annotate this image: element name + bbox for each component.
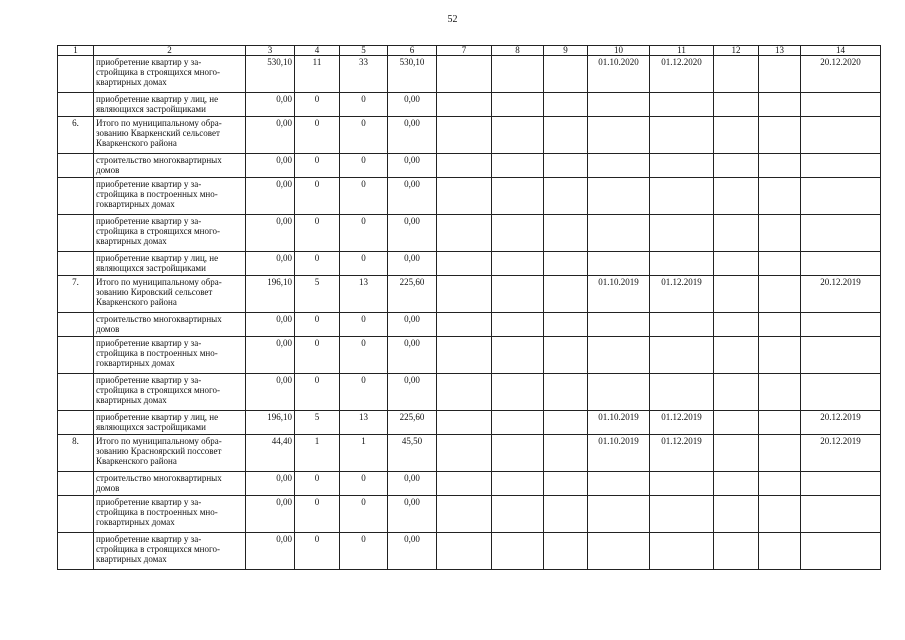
col13-cell (759, 411, 801, 435)
col5-cell: 0 (340, 374, 388, 411)
col11-cell: 01.12.2019 (650, 276, 714, 313)
header-cell: 11 (650, 46, 714, 56)
col8-cell (492, 178, 544, 215)
col11-cell (650, 252, 714, 276)
col12-cell (714, 215, 759, 252)
col8-cell (492, 472, 544, 496)
header-cell: 14 (801, 46, 881, 56)
col14-cell (801, 533, 881, 570)
row-number-cell: 8. (58, 435, 94, 472)
col8-cell (492, 93, 544, 117)
table-row (58, 276, 881, 313)
description-cell: Итого по муниципальному обра- зованию Кваркенский сельсовет Кваркенского района (94, 117, 246, 154)
header-cell: 9 (544, 46, 588, 56)
description-cell: приобретение квартир у лиц, не являющихся застройщиками (94, 252, 246, 276)
col7-cell (437, 435, 492, 472)
col11-cell (650, 117, 714, 154)
col9-cell (544, 533, 588, 570)
col5-cell: 0 (340, 178, 388, 215)
col10-cell (588, 93, 650, 117)
col3-cell: 0,00 (246, 374, 295, 411)
col9-cell (544, 374, 588, 411)
col9-cell (544, 215, 588, 252)
col7-cell (437, 56, 492, 93)
col7-cell (437, 117, 492, 154)
col5-cell: 0 (340, 117, 388, 154)
col9-cell (544, 117, 588, 154)
col14-cell (801, 252, 881, 276)
col14-cell (801, 154, 881, 178)
header-cell: 12 (714, 46, 759, 56)
col11-cell (650, 496, 714, 533)
row-number-cell (58, 313, 94, 337)
col6-cell: 530,10 (388, 56, 437, 93)
col6-cell: 225,60 (388, 276, 437, 313)
col13-cell (759, 533, 801, 570)
col4-cell: 0 (295, 117, 340, 154)
col12-cell (714, 252, 759, 276)
col11-cell: 01.12.2020 (650, 56, 714, 93)
col13-cell (759, 374, 801, 411)
col3-cell: 0,00 (246, 117, 295, 154)
row-number-cell (58, 215, 94, 252)
col10-cell (588, 472, 650, 496)
col12-cell (714, 276, 759, 313)
col14-cell (801, 117, 881, 154)
col10-cell (588, 117, 650, 154)
col4-cell: 0 (295, 374, 340, 411)
col12-cell (714, 154, 759, 178)
col10-cell (588, 252, 650, 276)
col7-cell (437, 411, 492, 435)
col7-cell (437, 337, 492, 374)
col14-cell (801, 178, 881, 215)
description-cell: строительство многоквартирных домов (94, 154, 246, 178)
col11-cell (650, 215, 714, 252)
col7-cell (437, 374, 492, 411)
col10-cell (588, 178, 650, 215)
row-number-cell (58, 178, 94, 215)
col4-cell: 0 (295, 93, 340, 117)
col10-cell: 01.10.2019 (588, 411, 650, 435)
col8-cell (492, 252, 544, 276)
row-number-cell (58, 533, 94, 570)
col4-cell: 0 (295, 154, 340, 178)
col14-cell: 20.12.2019 (801, 435, 881, 472)
col11-cell (650, 533, 714, 570)
col11-cell (650, 472, 714, 496)
col4-cell: 0 (295, 313, 340, 337)
description-cell: приобретение квартир у за- стройщика в построенных мно- гоквартирных домах (94, 337, 246, 374)
description-cell: приобретение квартир у лиц, не являющихся застройщиками (94, 93, 246, 117)
col13-cell (759, 472, 801, 496)
col3-cell: 0,00 (246, 178, 295, 215)
description-cell: приобретение квартир у за- стройщика в построенных мно- гоквартирных домах (94, 178, 246, 215)
row-number-cell (58, 252, 94, 276)
header-cell: 4 (295, 46, 340, 56)
table-row (58, 435, 881, 472)
col4-cell: 5 (295, 276, 340, 313)
row-number-cell (58, 411, 94, 435)
col10-cell (588, 313, 650, 337)
col8-cell (492, 374, 544, 411)
col9-cell (544, 93, 588, 117)
col3-cell: 0,00 (246, 252, 295, 276)
col3-cell: 44,40 (246, 435, 295, 472)
col10-cell (588, 496, 650, 533)
col13-cell (759, 435, 801, 472)
col7-cell (437, 313, 492, 337)
col10-cell (588, 215, 650, 252)
col11-cell (650, 374, 714, 411)
row-number-cell (58, 472, 94, 496)
description-cell: Итого по муниципальному обра- зованию Кировский сельсовет Кваркенского района (94, 276, 246, 313)
col7-cell (437, 154, 492, 178)
row-number-cell (58, 496, 94, 533)
col3-cell: 530,10 (246, 56, 295, 93)
col8-cell (492, 56, 544, 93)
table-row (58, 533, 881, 570)
row-number-cell: 7. (58, 276, 94, 313)
col6-cell: 0,00 (388, 215, 437, 252)
col11-cell (650, 154, 714, 178)
header-cell: 13 (759, 46, 801, 56)
table-row (58, 411, 881, 435)
col4-cell: 11 (295, 56, 340, 93)
table-row (58, 56, 881, 93)
col12-cell (714, 93, 759, 117)
col5-cell: 0 (340, 533, 388, 570)
col5-cell: 13 (340, 411, 388, 435)
col7-cell (437, 178, 492, 215)
col3-cell: 0,00 (246, 496, 295, 533)
col12-cell (714, 533, 759, 570)
description-cell: строительство многоквартирных домов (94, 472, 246, 496)
col7-cell (437, 215, 492, 252)
col8-cell (492, 435, 544, 472)
col4-cell: 0 (295, 178, 340, 215)
col4-cell: 0 (295, 252, 340, 276)
table-row (58, 313, 881, 337)
col5-cell: 0 (340, 313, 388, 337)
row-number-cell (58, 56, 94, 93)
col9-cell (544, 252, 588, 276)
col7-cell (437, 496, 492, 533)
col9-cell (544, 496, 588, 533)
col4-cell: 1 (295, 435, 340, 472)
col9-cell (544, 154, 588, 178)
table-row (58, 154, 881, 178)
header-cell: 6 (388, 46, 437, 56)
col3-cell: 0,00 (246, 533, 295, 570)
col9-cell (544, 313, 588, 337)
col11-cell: 01.12.2019 (650, 411, 714, 435)
page-number: 52 (447, 14, 458, 25)
col8-cell (492, 276, 544, 313)
header-cell: 10 (588, 46, 650, 56)
col12-cell (714, 472, 759, 496)
col9-cell (544, 276, 588, 313)
col12-cell (714, 313, 759, 337)
col3-cell: 0,00 (246, 93, 295, 117)
col9-cell (544, 411, 588, 435)
col13-cell (759, 337, 801, 374)
col13-cell (759, 56, 801, 93)
col8-cell (492, 215, 544, 252)
col4-cell: 0 (295, 496, 340, 533)
col13-cell (759, 313, 801, 337)
col12-cell (714, 374, 759, 411)
table-body (58, 46, 881, 570)
col8-cell (492, 154, 544, 178)
table-row (58, 117, 881, 154)
col4-cell: 0 (295, 215, 340, 252)
col10-cell (588, 154, 650, 178)
col6-cell: 0,00 (388, 178, 437, 215)
col5-cell: 1 (340, 435, 388, 472)
col14-cell: 20.12.2020 (801, 56, 881, 93)
col5-cell: 0 (340, 252, 388, 276)
col7-cell (437, 93, 492, 117)
col13-cell (759, 178, 801, 215)
col5-cell: 0 (340, 154, 388, 178)
header-cell: 7 (437, 46, 492, 56)
col9-cell (544, 472, 588, 496)
table-row (58, 374, 881, 411)
col4-cell: 5 (295, 411, 340, 435)
col6-cell: 0,00 (388, 472, 437, 496)
col14-cell (801, 337, 881, 374)
col14-cell (801, 93, 881, 117)
col11-cell (650, 337, 714, 374)
col11-cell: 01.12.2019 (650, 435, 714, 472)
col13-cell (759, 496, 801, 533)
col9-cell (544, 337, 588, 374)
description-cell: приобретение квартир у за- стройщика в строящихся много- квартирных домах (94, 374, 246, 411)
table-row (58, 252, 881, 276)
col8-cell (492, 496, 544, 533)
col5-cell: 33 (340, 56, 388, 93)
col4-cell: 0 (295, 533, 340, 570)
col13-cell (759, 117, 801, 154)
col6-cell: 0,00 (388, 337, 437, 374)
table-row (58, 93, 881, 117)
col8-cell (492, 533, 544, 570)
description-cell: приобретение квартир у за- стройщика в строящихся много- квартирных домах (94, 215, 246, 252)
col3-cell: 0,00 (246, 154, 295, 178)
description-cell: строительство многоквартирных домов (94, 313, 246, 337)
col14-cell (801, 313, 881, 337)
row-number-cell (58, 93, 94, 117)
header-cell: 3 (246, 46, 295, 56)
col6-cell: 0,00 (388, 533, 437, 570)
col4-cell: 0 (295, 472, 340, 496)
col12-cell (714, 117, 759, 154)
col3-cell: 0,00 (246, 215, 295, 252)
description-cell: приобретение квартир у за- стройщика в строящихся много- квартирных домах (94, 533, 246, 570)
row-number-cell (58, 337, 94, 374)
col6-cell: 45,50 (388, 435, 437, 472)
col14-cell: 20.12.2019 (801, 276, 881, 313)
col13-cell (759, 276, 801, 313)
col9-cell (544, 435, 588, 472)
description-cell: приобретение квартир у за- стройщика в построенных мно- гоквартирных домах (94, 496, 246, 533)
table-row (58, 472, 881, 496)
col6-cell: 0,00 (388, 496, 437, 533)
col3-cell: 0,00 (246, 313, 295, 337)
col10-cell (588, 533, 650, 570)
col6-cell: 0,00 (388, 117, 437, 154)
col9-cell (544, 56, 588, 93)
col10-cell: 01.10.2019 (588, 276, 650, 313)
col6-cell: 0,00 (388, 313, 437, 337)
header-cell: 2 (94, 46, 246, 56)
header-cell: 5 (340, 46, 388, 56)
col5-cell: 0 (340, 337, 388, 374)
col3-cell: 0,00 (246, 337, 295, 374)
table-row (58, 496, 881, 533)
col13-cell (759, 154, 801, 178)
col4-cell: 0 (295, 337, 340, 374)
table-row (58, 178, 881, 215)
row-number-cell (58, 374, 94, 411)
col10-cell: 01.10.2019 (588, 435, 650, 472)
col11-cell (650, 313, 714, 337)
table-row (58, 215, 881, 252)
col12-cell (714, 496, 759, 533)
col3-cell: 0,00 (246, 472, 295, 496)
col12-cell (714, 411, 759, 435)
col6-cell: 0,00 (388, 374, 437, 411)
description-cell: Итого по муниципальному обра- зованию Красноярский поссовет Кваркенского района (94, 435, 246, 472)
col5-cell: 0 (340, 93, 388, 117)
col10-cell: 01.10.2020 (588, 56, 650, 93)
col10-cell (588, 337, 650, 374)
col13-cell (759, 215, 801, 252)
col8-cell (492, 337, 544, 374)
col8-cell (492, 117, 544, 154)
col11-cell (650, 93, 714, 117)
col14-cell (801, 496, 881, 533)
col14-cell (801, 472, 881, 496)
col10-cell (588, 374, 650, 411)
col13-cell (759, 252, 801, 276)
col14-cell (801, 374, 881, 411)
col12-cell (714, 435, 759, 472)
header-cell: 1 (58, 46, 94, 56)
col6-cell: 225,60 (388, 411, 437, 435)
col8-cell (492, 313, 544, 337)
col5-cell: 0 (340, 496, 388, 533)
col11-cell (650, 178, 714, 215)
col7-cell (437, 252, 492, 276)
col5-cell: 0 (340, 215, 388, 252)
description-cell: приобретение квартир у лиц, не являющихся застройщиками (94, 411, 246, 435)
col3-cell: 196,10 (246, 276, 295, 313)
col7-cell (437, 533, 492, 570)
col13-cell (759, 93, 801, 117)
data-table (57, 45, 881, 570)
row-number-cell (58, 154, 94, 178)
col5-cell: 13 (340, 276, 388, 313)
row-number-cell: 6. (58, 117, 94, 154)
header-cell: 8 (492, 46, 544, 56)
col14-cell: 20.12.2019 (801, 411, 881, 435)
col6-cell: 0,00 (388, 93, 437, 117)
col7-cell (437, 276, 492, 313)
col8-cell (492, 411, 544, 435)
description-cell: приобретение квартир у за- стройщика в строящихся много- квартирных домах (94, 56, 246, 93)
col5-cell: 0 (340, 472, 388, 496)
col12-cell (714, 337, 759, 374)
col12-cell (714, 56, 759, 93)
col7-cell (437, 472, 492, 496)
col3-cell: 196,10 (246, 411, 295, 435)
col6-cell: 0,00 (388, 154, 437, 178)
col6-cell: 0,00 (388, 252, 437, 276)
col14-cell (801, 215, 881, 252)
col9-cell (544, 178, 588, 215)
table-row (58, 337, 881, 374)
header-row (58, 46, 881, 56)
col12-cell (714, 178, 759, 215)
